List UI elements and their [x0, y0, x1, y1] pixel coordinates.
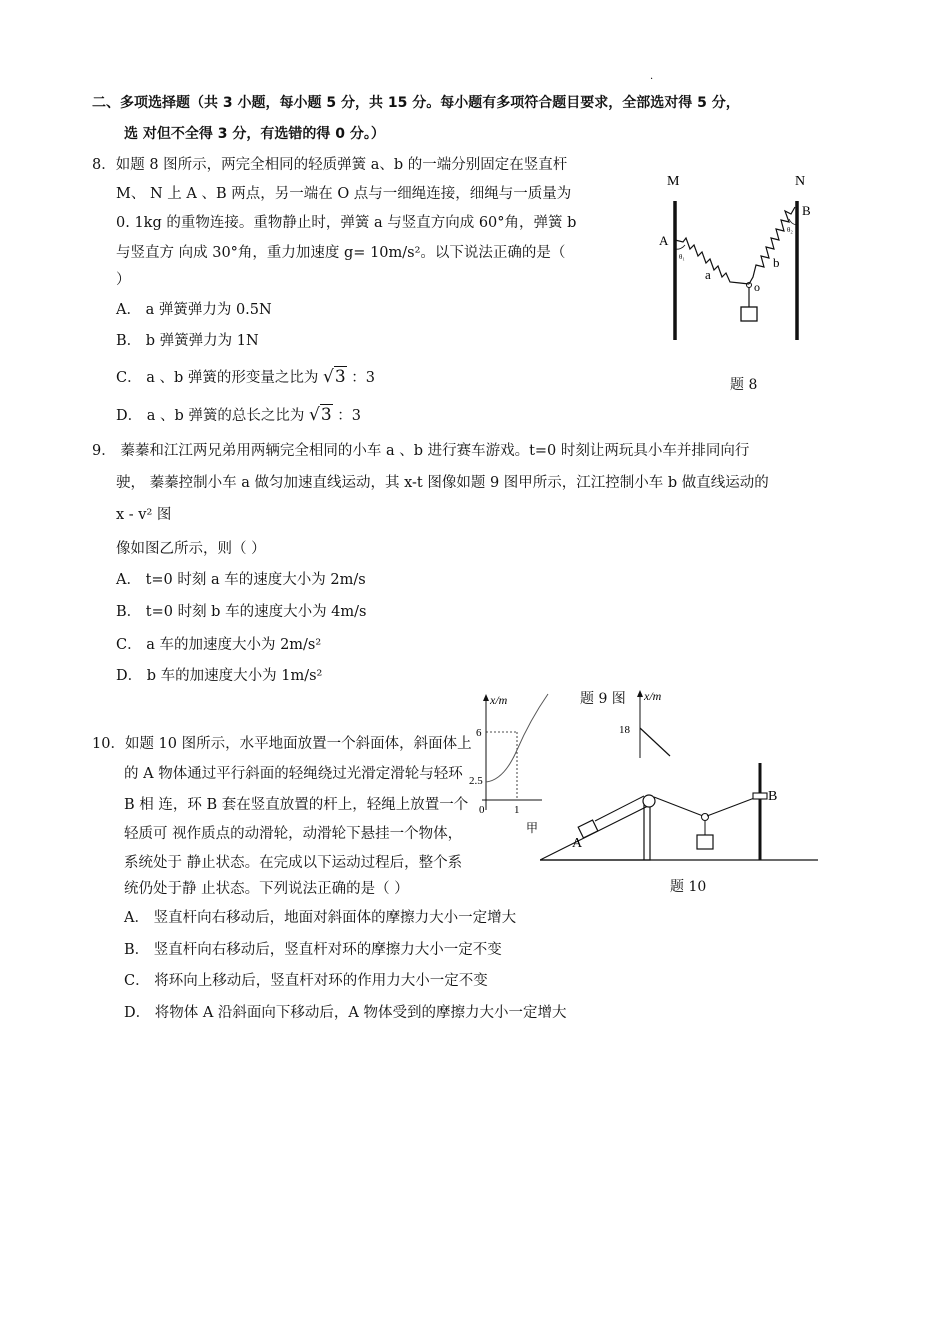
- figure-10-caption: 题 10: [670, 879, 707, 895]
- rope-right: [707, 797, 757, 816]
- figure-9-graph-jia: [460, 690, 550, 840]
- q10-line-5: 系统处于 静止状态。在完成以下运动过程后，整个系: [124, 855, 463, 871]
- label-M: M: [667, 174, 680, 189]
- spring-b: [749, 207, 795, 284]
- jia-tick-1: 1: [514, 804, 520, 816]
- rope-left: [654, 797, 703, 816]
- q8-line-4: 与竖直方 向成 30°角，重力加速度 g= 10m/s²。以下说法正确的是（: [116, 245, 566, 261]
- q8-option-c[interactable]: [116, 367, 375, 388]
- label-a: a: [705, 267, 711, 282]
- q10-option-c[interactable]: C． 将环向上移动后，竖直杆对环的作用力大小一定不变: [124, 973, 488, 989]
- q10-line-4: 轻质可 视作质点的动滑轮，动滑轮下悬挂一个物体，: [124, 826, 463, 842]
- figure-8: [645, 165, 835, 355]
- label-theta2: θ₂: [787, 226, 793, 234]
- q9-option-a[interactable]: A． t=0 时刻 a 车的速度大小为 2m/s: [116, 572, 366, 588]
- rope-incline: [595, 796, 644, 821]
- q8-option-d-text: D． a 、b 弹簧的总长之比为: [116, 408, 305, 424]
- q8-line-5: ）: [116, 272, 131, 288]
- jia-ylabel: x/m: [490, 693, 508, 707]
- sqrt-symbol: √3: [322, 367, 346, 387]
- figure-8-caption: 题 8: [730, 377, 758, 393]
- weight-block: [741, 307, 757, 321]
- ratio-tail: ：3: [337, 408, 362, 424]
- ring-B: [753, 793, 767, 799]
- label-theta1: θ₁: [679, 253, 685, 261]
- jia-tick-2.5: 2.5: [469, 775, 483, 787]
- jia-label: 甲: [526, 821, 539, 835]
- q9-line-2: 驶， 蓁蓁控制小车 a 做匀加速直线运动，其 x-t 图像如题 9 图甲所示，江江控制小车 b 做直线运动的: [116, 475, 769, 491]
- q10-option-d[interactable]: D． 将物体 A 沿斜面向下移动后，A 物体受到的摩擦力大小一定增大: [124, 1005, 567, 1021]
- ratio-tail: ：3: [351, 370, 375, 386]
- yi-ylabel: x/m: [644, 689, 662, 703]
- q9-option-b[interactable]: B． t=0 时刻 b 车的速度大小为 4m/s: [116, 604, 367, 620]
- q10-option-a[interactable]: A． 竖直杆向右移动后，地面对斜面体的摩擦力大小一定增大: [124, 910, 517, 926]
- label-A: A: [572, 836, 583, 851]
- sqrt-symbol: √3: [309, 405, 332, 425]
- header-dot: ·: [650, 74, 654, 85]
- q8-option-d[interactable]: [116, 405, 361, 426]
- yi-tick-18: 18: [619, 724, 630, 736]
- label-B: B: [802, 203, 811, 218]
- radicand: 3: [320, 405, 332, 425]
- figure-9-graph-yi: [610, 688, 680, 758]
- q10-line-2: 的 A 物体通过平行斜面的轻绳绕过光滑定滑轮与轻环: [124, 766, 463, 782]
- q9-line-4: 像如图乙所示，则（ ）: [116, 541, 266, 557]
- q10-option-b[interactable]: B． 竖直杆向右移动后，竖直杆对环的摩擦力大小一定不变: [124, 942, 502, 958]
- radicand: 3: [334, 367, 346, 387]
- q8-line-3: 0. 1kg 的重物连接。重物静止时，弹簧 a 与竖直方向成 60°角，弹簧 b: [116, 215, 577, 231]
- section-title-line1: 二、多项选择题（共 3 小题，每小题 5 分，共 15 分。每小题有多项符合题目要求，全部选对得 5 分，: [92, 95, 740, 111]
- q8-option-c-text: C． a 、b 弹簧的形变量之比为: [116, 370, 319, 386]
- q9-option-c[interactable]: C． a 车的加速度大小为 2m/s²: [116, 637, 322, 653]
- fixed-pulley: [643, 795, 655, 807]
- label-o: o: [754, 280, 760, 294]
- label-B: B: [768, 789, 778, 804]
- label-A: A: [659, 233, 669, 248]
- q8-option-b[interactable]: B． b 弹簧弹力为 1N: [116, 333, 259, 349]
- jia-origin: 0: [479, 804, 485, 816]
- label-N: N: [795, 174, 806, 189]
- q8-line-1: 8．如题 8 图所示，两完全相同的轻质弹簧 a、b 的一端分别固定在竖直杆: [92, 157, 568, 173]
- q9-line-3: x - v² 图: [116, 507, 172, 523]
- figure-9-caption: 题 9 图: [580, 691, 626, 707]
- q9-line-1: 9． 蓁蓁和江江两兄弟用两辆完全相同的小车 a 、b 进行赛车游戏。t=0 时刻让两玩具小车并排同向行: [92, 443, 750, 459]
- yi-line: [640, 728, 670, 756]
- section-title-line2: 选 对但不全得 3 分，有选错的得 0 分。）: [124, 126, 385, 142]
- q8-line-2: M、 N 上 A 、B 两点，另一端在 O 点与一细绳连接，细绳与一质量为: [116, 186, 572, 202]
- figure-10: [540, 755, 825, 865]
- q10-line-3: B 相 连，环 B 套在竖直放置的杆上，轻绳上放置一个: [124, 797, 469, 813]
- label-b: b: [773, 255, 780, 270]
- movable-pulley: [702, 814, 709, 821]
- jia-tick-6: 6: [476, 727, 482, 739]
- q10-line-6: 统仍处于静 止状态。下列说法正确的是（ ）: [124, 881, 409, 897]
- q9-option-d[interactable]: D． b 车的加速度大小为 1m/s²: [116, 668, 323, 684]
- spring-a: [675, 238, 749, 284]
- jia-y-arrow: [483, 694, 489, 701]
- q10-line-1: 10．如题 10 图所示，水平地面放置一个斜面体，斜面体上: [92, 736, 472, 752]
- yi-y-arrow: [637, 690, 643, 697]
- hanging-weight: [697, 835, 713, 849]
- q8-option-a[interactable]: A． a 弹簧弹力为 0.5N: [116, 302, 272, 318]
